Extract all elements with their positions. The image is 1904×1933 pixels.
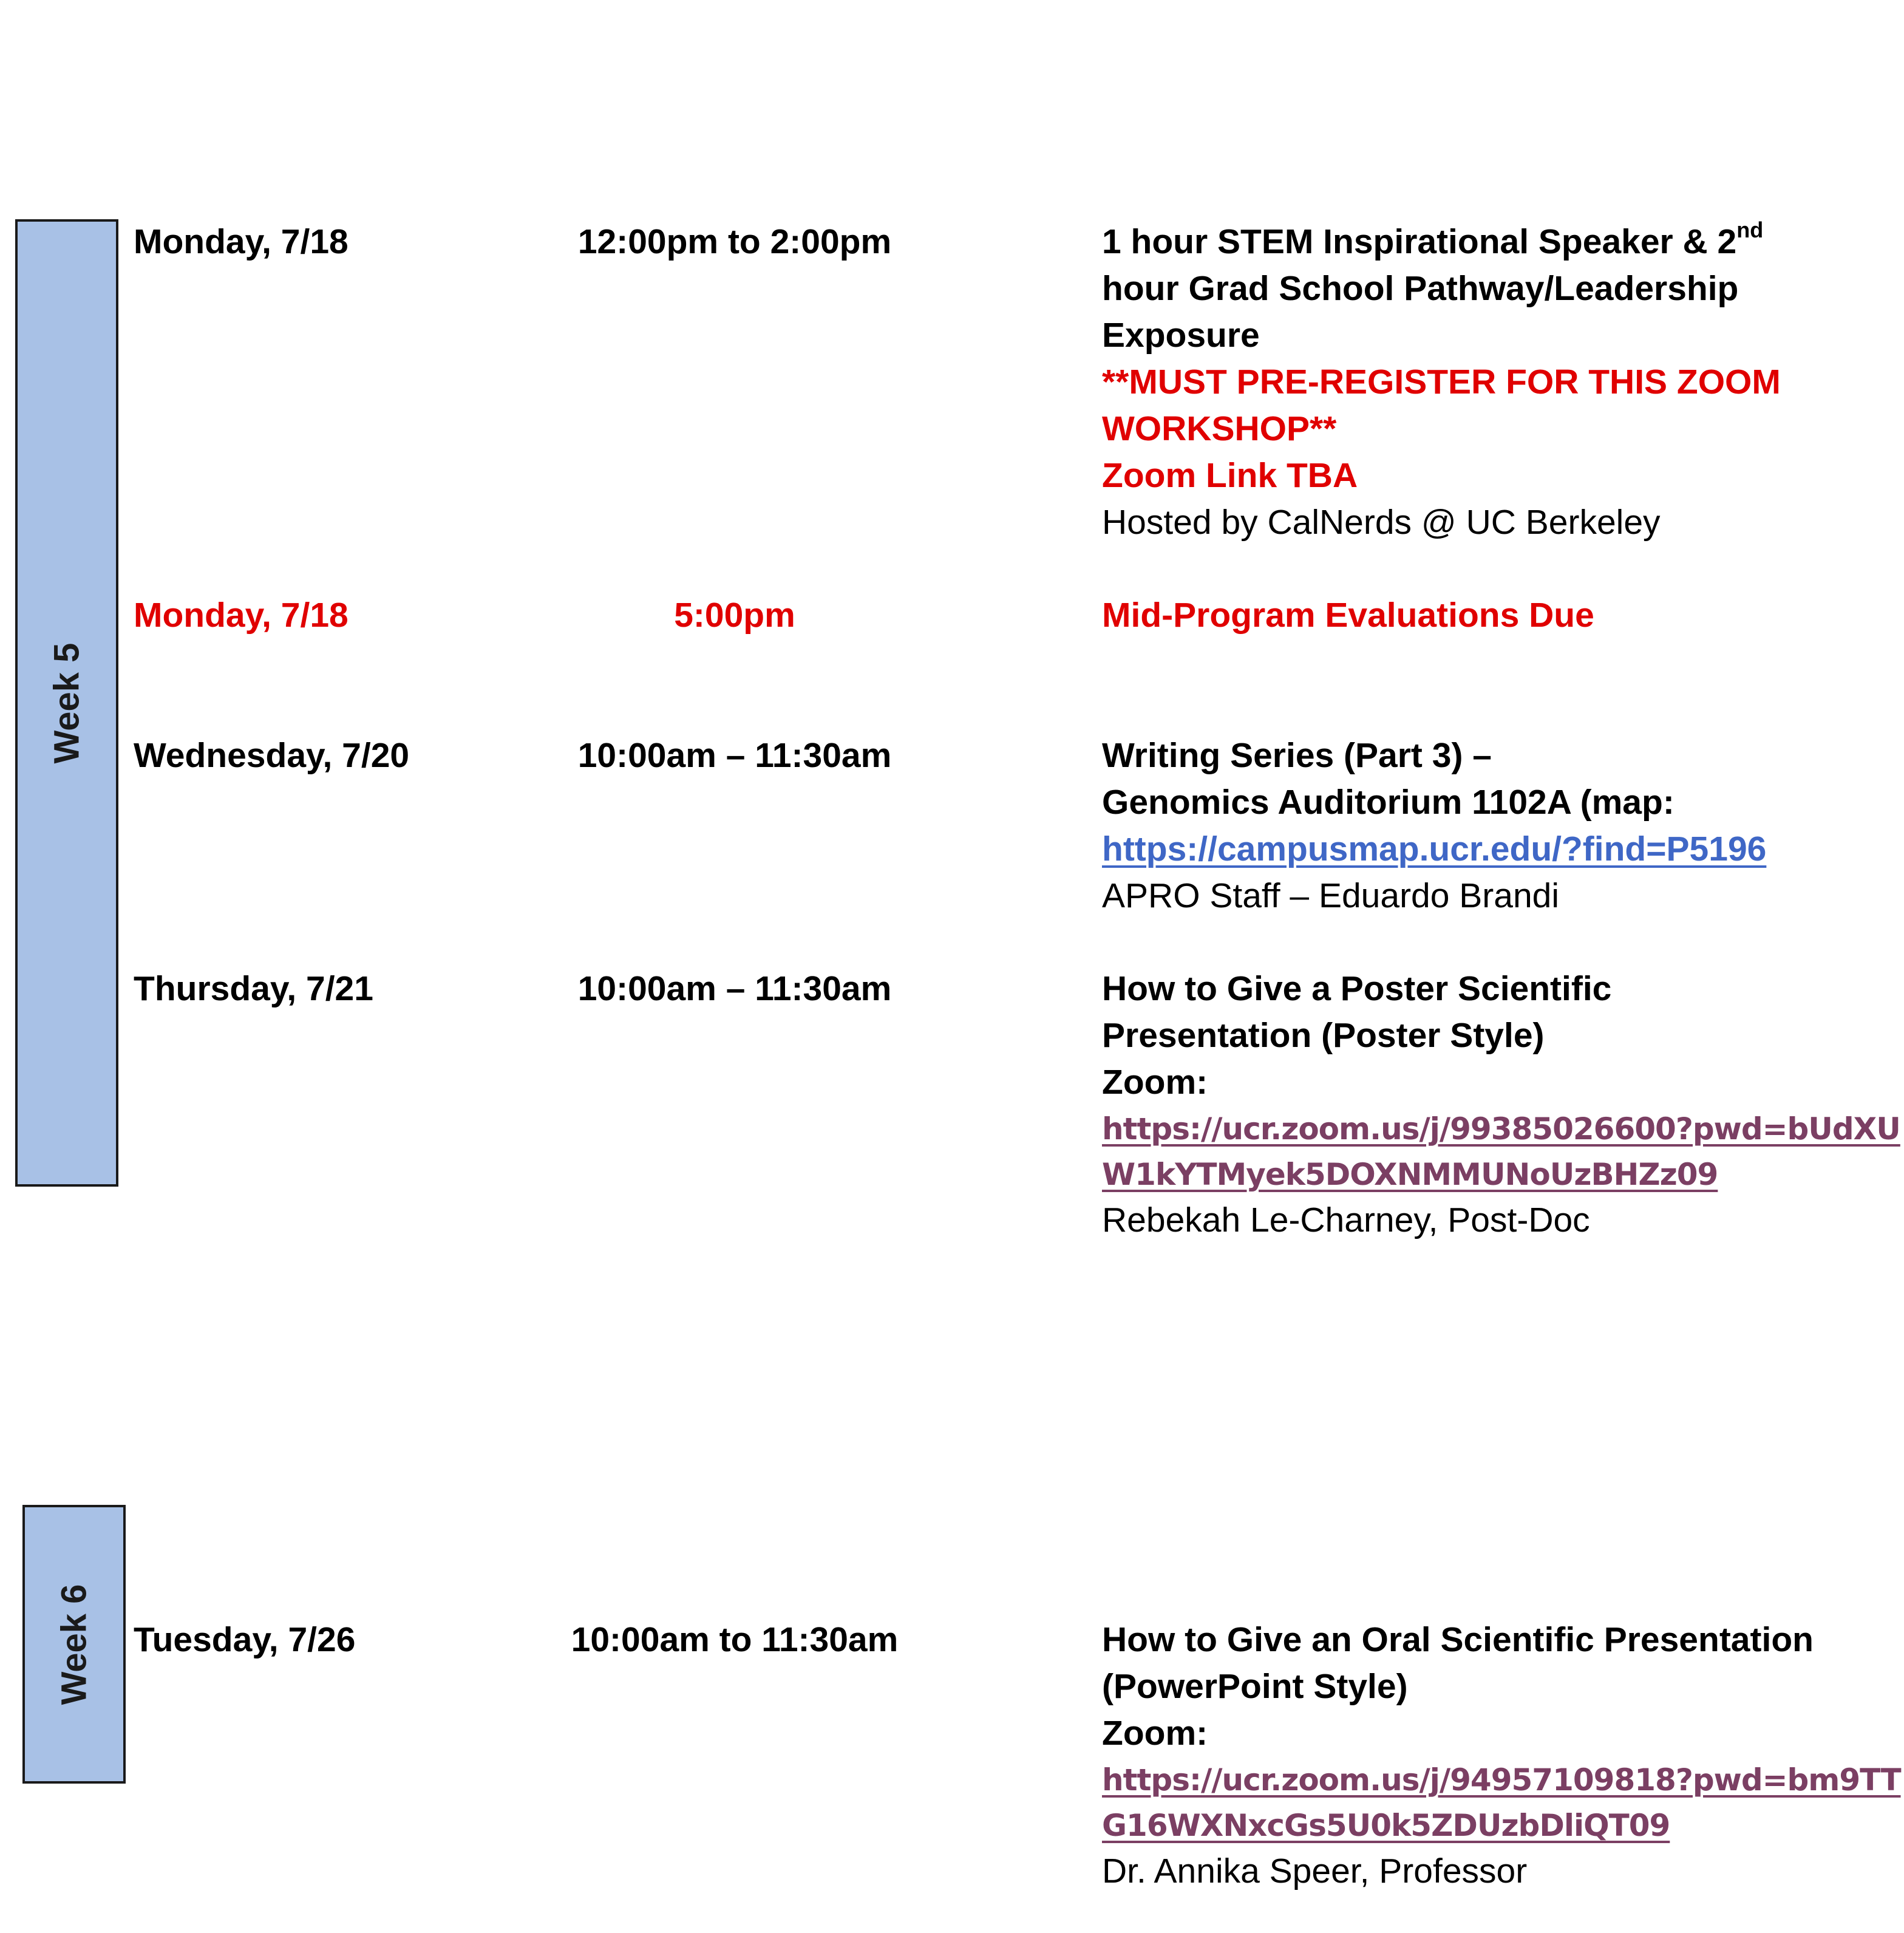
event-2-title: Mid-Program Evaluations Due (1102, 596, 1594, 635)
event-4-time: 10:00am – 11:30am (577, 969, 892, 1008)
event-4-date: Thursday, 7/21 (134, 969, 373, 1008)
event-1-time: 12:00pm to 2:00pm (577, 222, 892, 261)
event-3-time: 10:00am – 11:30am (577, 736, 892, 775)
event-4-zoom-label: Zoom: (1102, 1063, 1208, 1102)
event-3-title-line-1: Writing Series (Part 3) – (1102, 736, 1492, 775)
event-3-title-line-2: Genomics Auditorium 1102A (map: (1102, 783, 1674, 822)
event-2-time: 5:00pm (674, 596, 795, 635)
event-1-notice-line-1: **MUST PRE-REGISTER FOR THIS ZOOM (1102, 363, 1781, 401)
event-4-host: Rebekah Le-Charney, Post-Doc (1102, 1201, 1590, 1239)
event-3-date: Wednesday, 7/20 (134, 736, 410, 775)
week-5-label: Week 5 (47, 643, 87, 763)
week-6-label-box (22, 1505, 126, 1784)
event-5-time: 10:00am to 11:30am (571, 1620, 899, 1659)
event-4-zoom-link-line-1[interactable]: https://ucr.zoom.us/j/99385026600?pwd=bUdXU (1102, 1111, 1900, 1147)
event-1-title-line-3: Exposure (1102, 316, 1260, 355)
event-5-host: Dr. Annika Speer, Professor (1102, 1852, 1528, 1890)
event-5-zoom-label: Zoom: (1102, 1714, 1208, 1753)
event-4-title-line-2: Presentation (Poster Style) (1102, 1016, 1545, 1055)
event-5-title-line-2: (PowerPoint Style) (1102, 1667, 1408, 1706)
event-1-date: Monday, 7/18 (134, 222, 348, 261)
event-5-description (1102, 1617, 1901, 1895)
event-2-date: Monday, 7/18 (134, 596, 348, 635)
event-4-zoom-link-line-2[interactable]: W1kYTMyek5DOXNMMUNoUzBHZz09 (1102, 1157, 1718, 1192)
week-6-label: Week 6 (54, 1584, 94, 1705)
event-3-map-link[interactable]: https://campusmap.ucr.edu/?find=P5196 (1102, 830, 1767, 868)
event-1-notice-line-2: WORKSHOP** (1102, 409, 1337, 448)
event-5-title-line-1: How to Give an Oral Scientific Presentation (1102, 1620, 1814, 1659)
event-1-title-line-2: hour Grad School Pathway/Leadership (1102, 269, 1739, 308)
event-4-title-line-1: How to Give a Poster Scientific (1102, 969, 1612, 1008)
event-1-notice-line-3: Zoom Link TBA (1102, 456, 1358, 495)
event-3-description (1102, 732, 1891, 919)
week-5-label-box (15, 219, 118, 1187)
event-5-zoom-link-line-1[interactable]: https://ucr.zoom.us/j/94957109818?pwd=bm9TT (1102, 1762, 1901, 1798)
event-1-title-line-1: 1 hour STEM Inspirational Speaker & 2nd (1102, 217, 1764, 261)
event-1-host: Hosted by CalNerds @ UC Berkeley (1102, 503, 1661, 542)
event-5-zoom-link-line-2[interactable]: G16WXNxcGs5U0k5ZDUzbDliQT09 (1102, 1808, 1670, 1843)
event-1-description (1102, 219, 1891, 546)
event-4-description (1102, 966, 1900, 1244)
event-5-date: Tuesday, 7/26 (134, 1620, 356, 1659)
event-3-host: APRO Staff – Eduardo Brandi (1102, 876, 1560, 915)
